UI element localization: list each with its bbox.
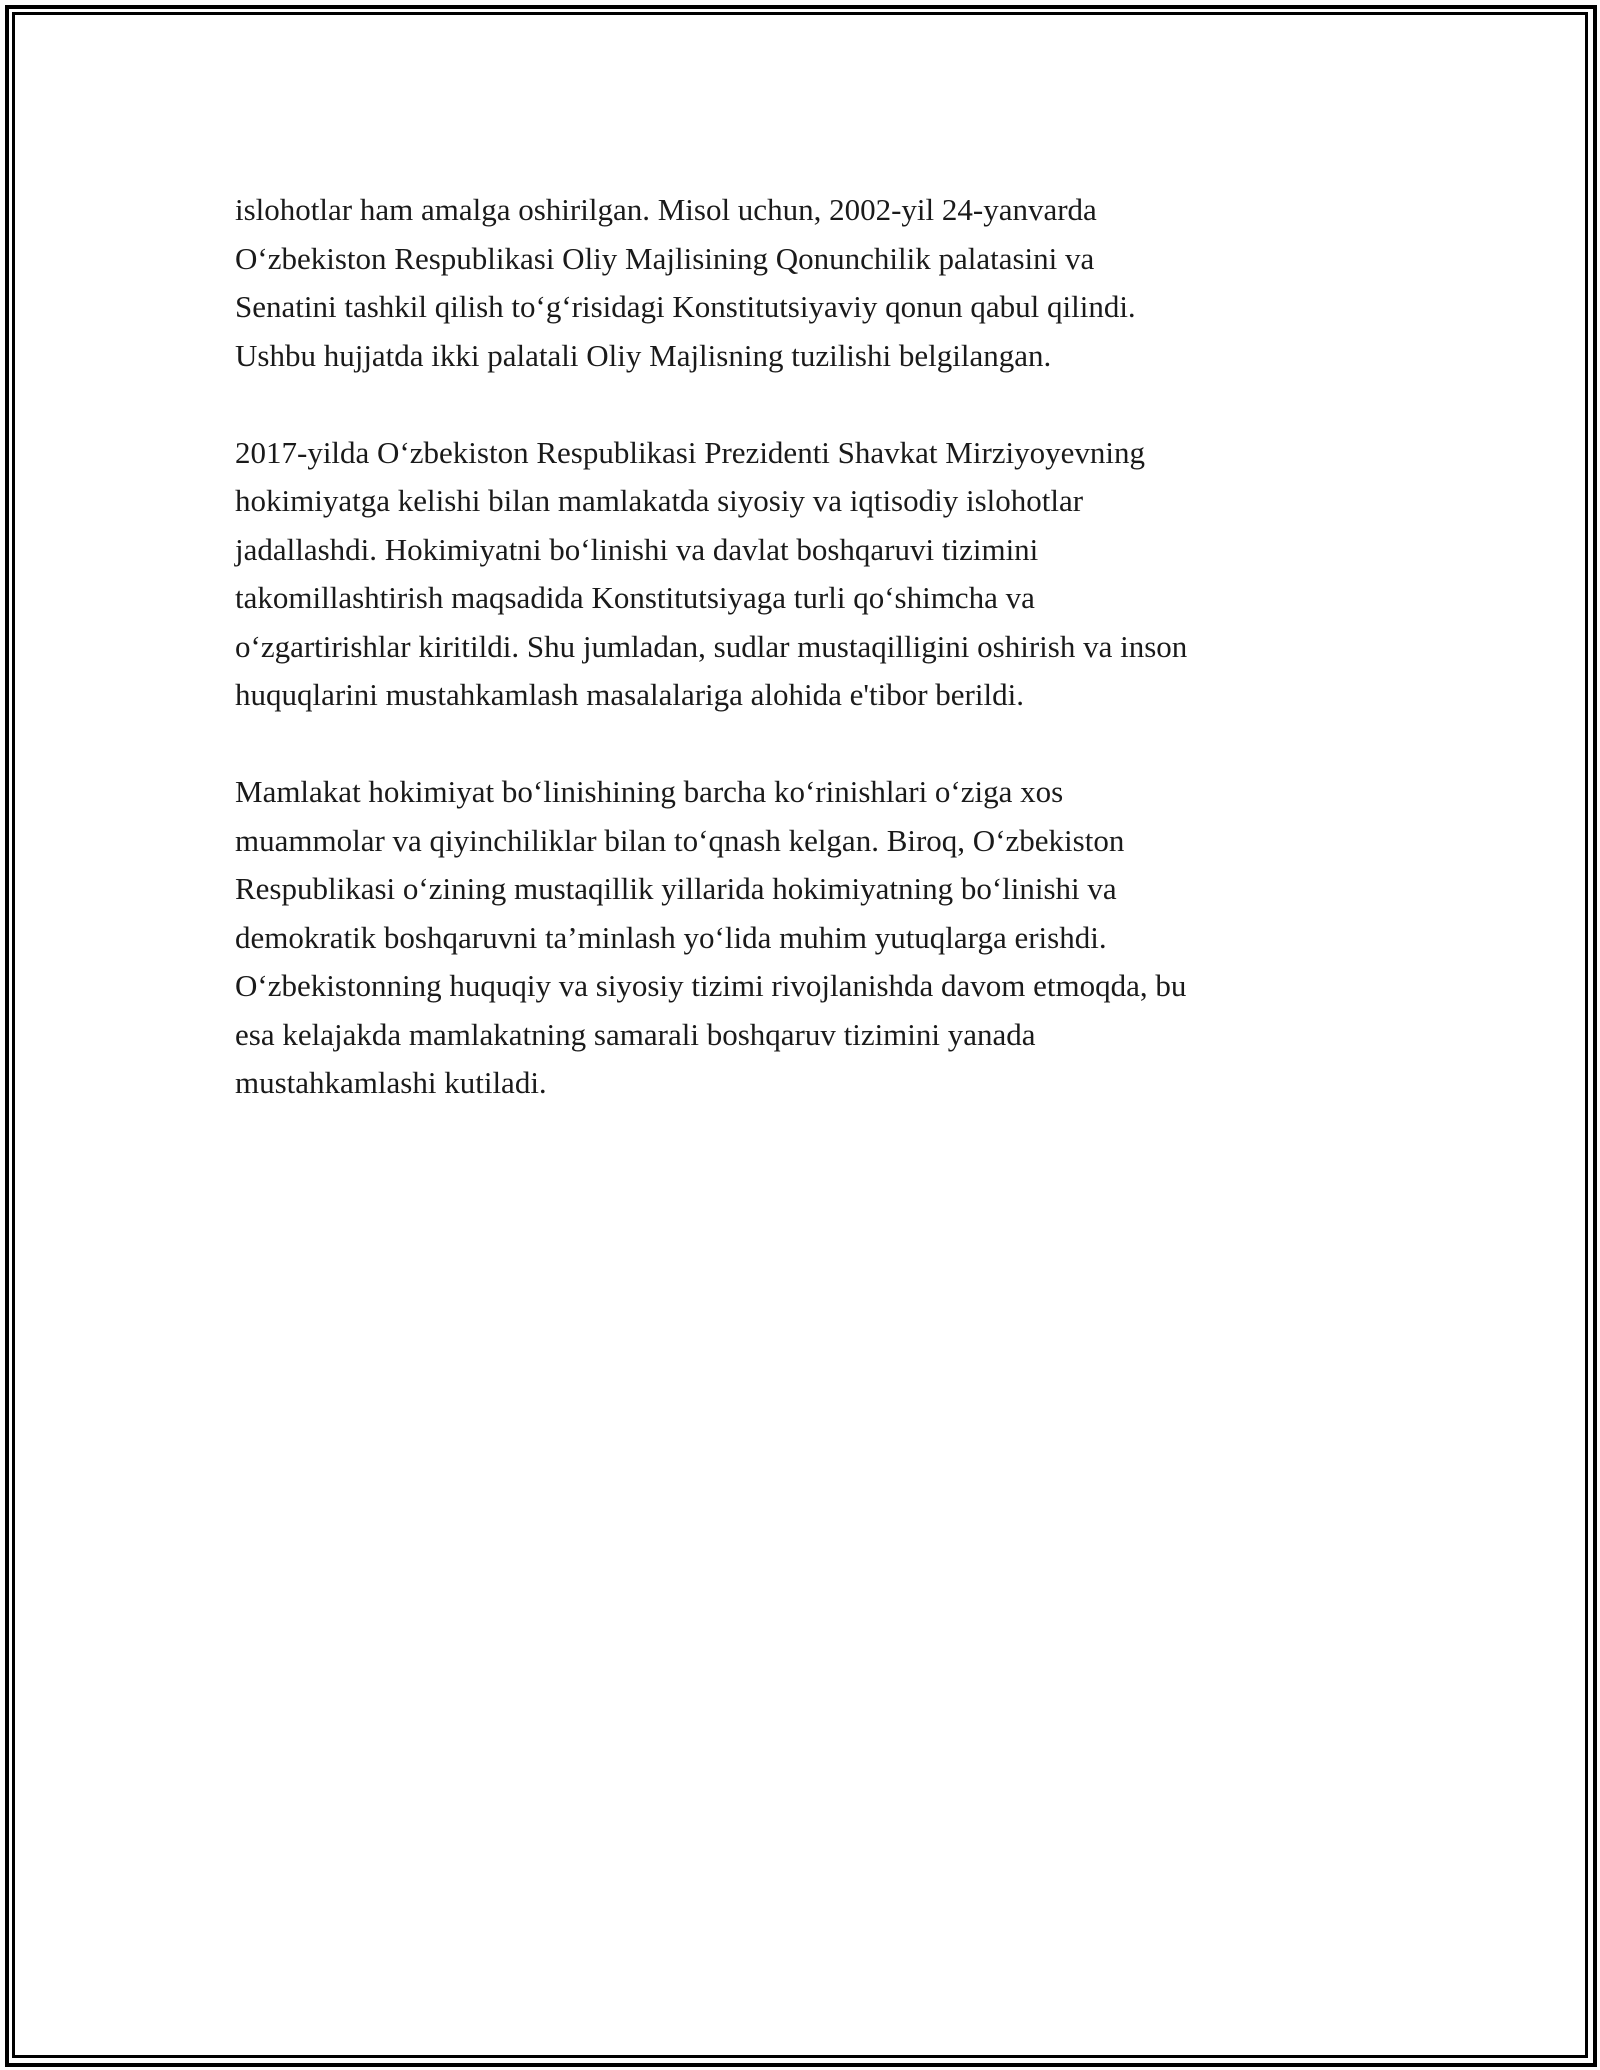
paragraph-2: 2017-yilda O‘zbekiston Respublikasi Prezidenti Shavkat Mirziyoyevning hokimiyatga kelishi bilan mamlakatda siyosiy va iqtisodiy islohotlar jadallashdi. Hokimiyatni bo‘linishi va davlat boshqaruvi tizimini takomillashtirish maqsadida Konstitutsiyaga turli qo‘shimcha va o‘zgartirishlar kiritildi. Shu jumladan, sudlar mustaqilligini oshirish va inson huquqlarini mustahkamlash masalalariga alohida e'tibor berildi.	[235, 434, 1188, 712]
paragraph-1: islohotlar ham amalga oshirilgan. Misol uchun, 2002-yil 24-yanvarda O‘zbekiston Respublikasi Oliy Majlisining Qonunchilik palatasini va Senatini tashkil qilish to‘g‘risidagi Konstitutsiyaviy qonun qabul qilindi. Ushbu hujjatda ikki palatali Oliy Majlisning tuzilishi belgilangan.	[235, 192, 1136, 373]
paragraph-3: Mamlakat hokimiyat bo‘linishining barcha ko‘rinishlari o‘ziga xos muammolar va qiyinchiliklar bilan to‘qnash kelgan. Biroq, O‘zbekiston Respublikasi o‘zining mustaqillik yillarida hokimiyatning bo‘linishi va demokratik boshqaruvni ta’minlash yo‘lida muhim yutuqlarga erishdi. O‘zbekistonning huquqiy va siyosiy tizimi rivojlanishda davom etmoqda, bu esa kelajakda mamlakatning samarali boshqaruv tizimini yanada mustahkamlashi kutiladi.	[235, 774, 1187, 1100]
document-body	[235, 186, 1375, 1156]
